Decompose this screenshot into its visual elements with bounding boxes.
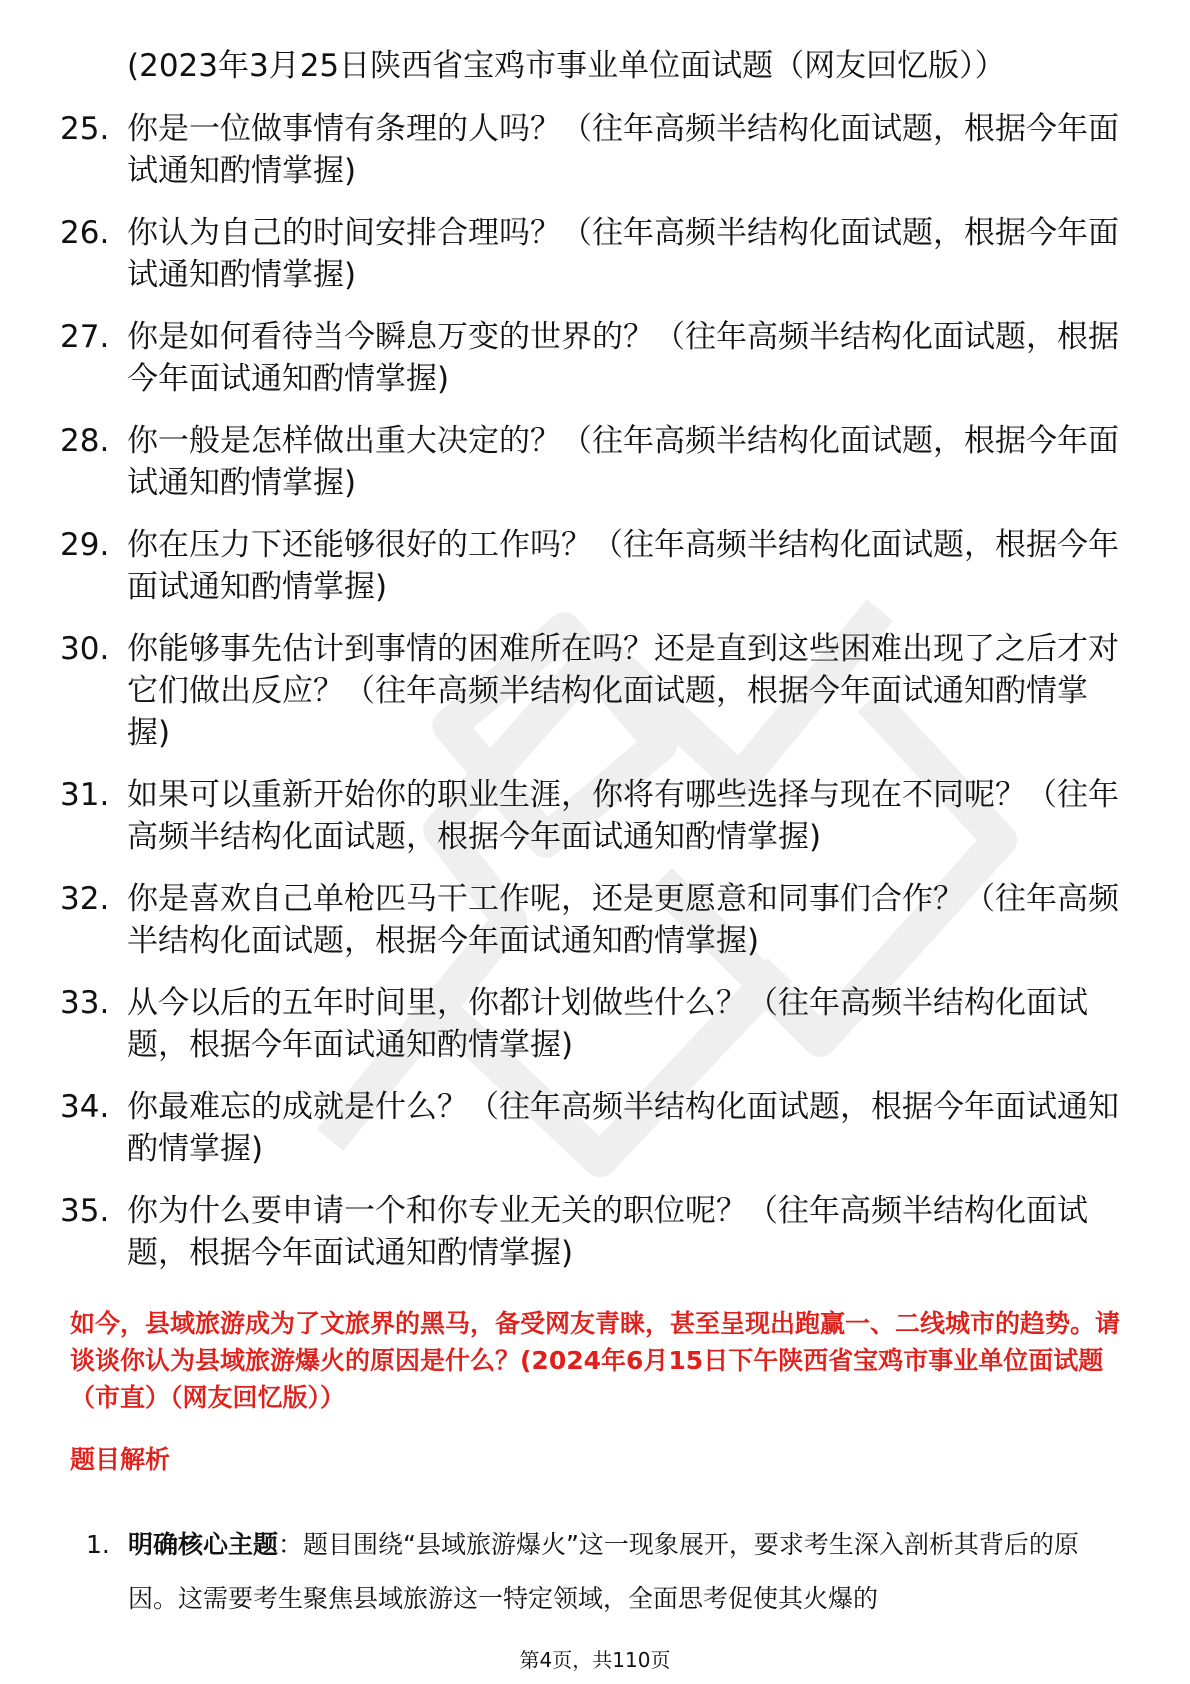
question-item [60, 524, 1120, 608]
question-item [60, 1086, 1120, 1170]
question-number: 27. [60, 319, 110, 355]
question-text: 你认为自己的时间安排合理吗？（往年高频半结构化面试题，根据今年面试通知酌情掌握) [127, 215, 1119, 293]
question-item [60, 1190, 1120, 1274]
analysis-text: ：题目围绕“县域旅游爆火”这一现象展开，要求考生深入剖析其背后的原因。这需要考生聚焦县域旅游这一特定领域，全面思考促使其火爆的 [128, 1530, 1079, 1613]
previous-question-tail: (2023年3月25日陕西省宝鸡市事业单位面试题（网友回忆版）） [127, 48, 1006, 84]
question-text: 你是喜欢自己单枪匹马干工作呢，还是更愿意和同事们合作？（往年高频半结构化面试题，根据今年面试通知酌情掌握) [127, 881, 1119, 959]
question-item [60, 878, 1120, 962]
question-list [60, 108, 1120, 1294]
question-number: 35. [60, 1193, 110, 1229]
featured-question: 如今，县域旅游成为了文旅界的黑马，备受网友青睐，甚至呈现出跑赢一、二线城市的趋势。请谈谈你认为县域旅游爆火的原因是什么？(2024年6月15日下午陕西省宝鸡市事业单位面试题（市直）（网友回忆版）） [70, 1309, 1121, 1412]
question-text: 你最难忘的成就是什么？（往年高频半结构化面试题，根据今年面试通知酌情掌握) [127, 1089, 1119, 1167]
question-number: 30. [60, 631, 110, 667]
question-number: 33. [60, 985, 110, 1021]
question-text: 你能够事先估计到事情的困难所在吗？还是直到这些困难出现了之后才对它们做出反应？（往年高频半结构化面试题，根据今年面试通知酌情掌握) [127, 631, 1119, 751]
analysis-item [86, 1518, 1126, 1626]
question-number: 31. [60, 777, 110, 813]
question-item [60, 316, 1120, 400]
analysis-number: 1. [86, 1530, 110, 1559]
question-number: 26. [60, 215, 110, 251]
page-number: 第4页，共110页 [519, 1648, 671, 1672]
question-text: 你为什么要申请一个和你专业无关的职位呢？（往年高频半结构化面试题，根据今年面试通知酌情掌握) [127, 1193, 1088, 1271]
question-text: 你一般是怎样做出重大决定的？（往年高频半结构化面试题，根据今年面试通知酌情掌握) [127, 423, 1119, 501]
question-item [60, 420, 1120, 504]
question-item [60, 108, 1120, 192]
question-item [60, 982, 1120, 1066]
question-text: 从今以后的五年时间里，你都计划做些什么？（往年高频半结构化面试题，根据今年面试通知酌情掌握) [127, 985, 1088, 1063]
question-text: 如果可以重新开始你的职业生涯，你将有哪些选择与现在不同呢？（往年高频半结构化面试题，根据今年面试通知酌情掌握) [127, 777, 1119, 855]
question-number: 32. [60, 881, 110, 917]
question-text: 你是一位做事情有条理的人吗？（往年高频半结构化面试题，根据今年面试通知酌情掌握) [127, 111, 1119, 189]
analysis-heading: 明确核心主题 [128, 1530, 279, 1559]
section-heading: 题目解析 [70, 1445, 171, 1474]
question-number: 28. [60, 423, 110, 459]
analysis-body [86, 1518, 1126, 1626]
question-text: 你在压力下还能够很好的工作吗？（往年高频半结构化面试题，根据今年面试通知酌情掌握) [127, 527, 1119, 605]
question-number: 34. [60, 1089, 110, 1125]
question-number: 25. [60, 111, 110, 147]
question-text: 你是如何看待当今瞬息万变的世界的？（往年高频半结构化面试题，根据今年面试通知酌情掌握) [127, 319, 1119, 397]
question-item [60, 774, 1120, 858]
question-number: 29. [60, 527, 110, 563]
question-item [60, 212, 1120, 296]
question-item [60, 628, 1120, 754]
